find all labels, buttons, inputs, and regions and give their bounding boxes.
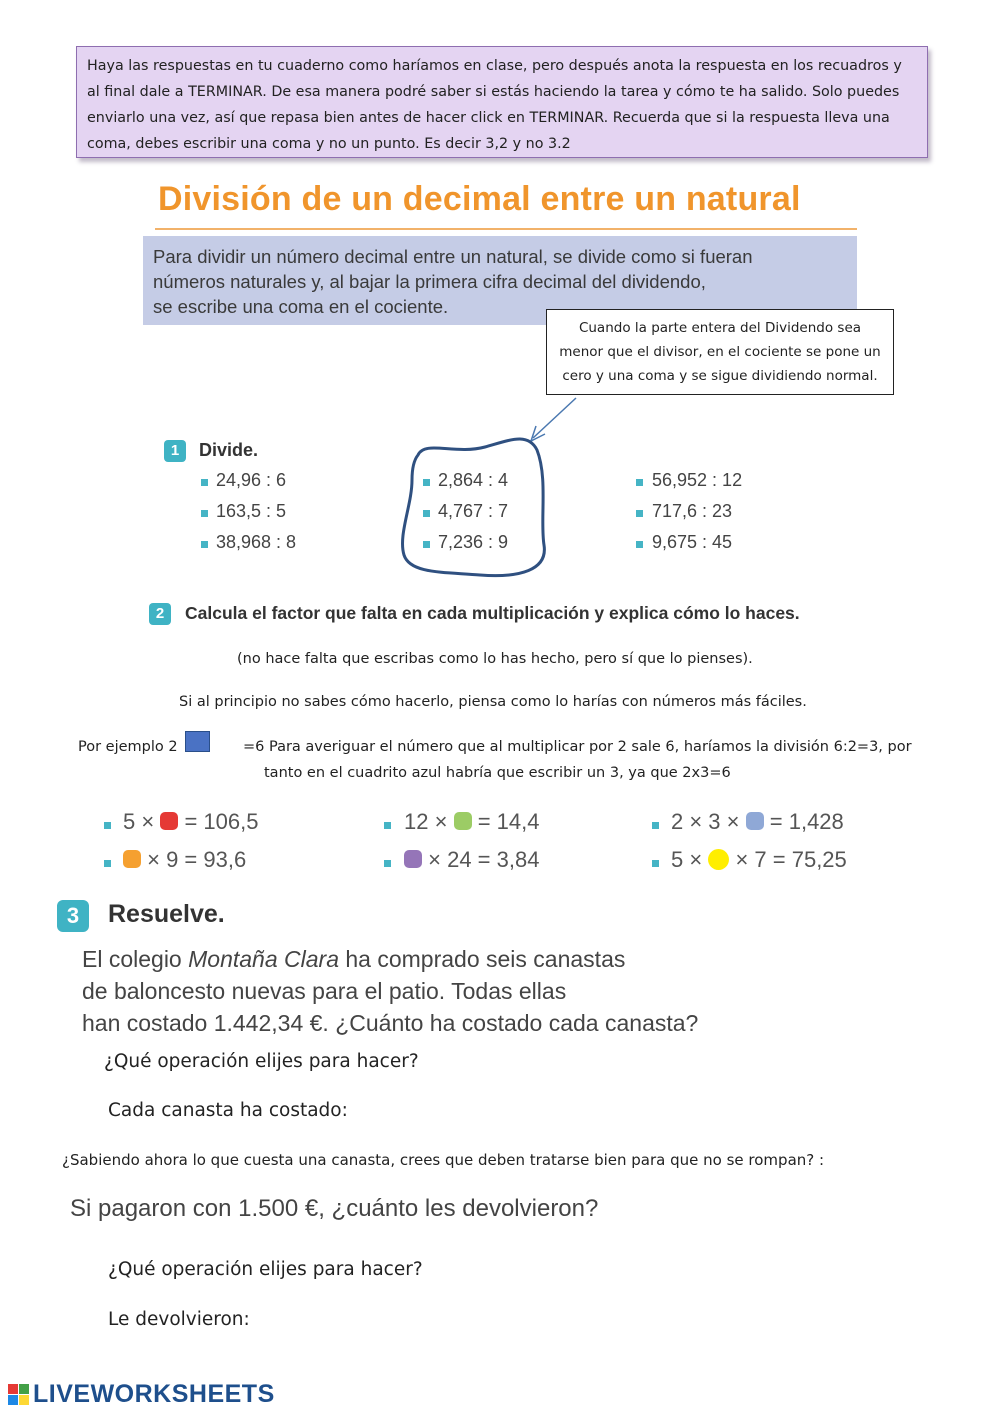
rule-line-3: se escribe una coma en el cociente. xyxy=(153,296,449,317)
purple-answer-box[interactable] xyxy=(404,850,422,868)
bullet xyxy=(201,510,208,517)
problem-2: Si pagaron con 1.500 €, ¿cuánto les devolvieron? xyxy=(70,1195,599,1222)
bullet xyxy=(104,822,111,829)
division-item: 9,675 : 45 xyxy=(652,532,733,552)
bullet xyxy=(423,479,430,486)
division-item: 717,6 : 23 xyxy=(652,501,733,521)
division-item: 38,968 : 8 xyxy=(216,532,297,552)
problem-line-2: de baloncesto nuevas para el patio. Todas ellas xyxy=(82,978,567,1004)
problem-line-1-part-c: ha comprado seis canastas xyxy=(338,946,626,972)
rule-line-1: Para dividir un número decimal entre un natural, se divide como si fueran xyxy=(153,246,753,267)
equation-6 xyxy=(671,847,847,873)
section-3-badge: 3 xyxy=(57,900,89,932)
bullet xyxy=(104,860,111,867)
example-line-2: tanto en el cuadrito azul habría que escribir un 3, ya que 2x3=6 xyxy=(264,765,731,781)
section-2-title: Calcula el factor que falta en cada multiplicación y explica cómo lo haces. xyxy=(185,603,800,623)
section-3-title: Resuelve. xyxy=(108,900,225,928)
bullet xyxy=(636,541,643,548)
bullet xyxy=(652,822,659,829)
school-name: Montaña Clara xyxy=(188,946,339,972)
bullet xyxy=(201,479,208,486)
division-item: 4,767 : 7 xyxy=(438,501,509,521)
equation-1 xyxy=(123,809,258,835)
equation-4 xyxy=(123,847,246,873)
red-answer-box[interactable] xyxy=(160,812,178,830)
problem-line-3: han costado 1.442,34 €. ¿Cuánto ha costado cada canasta? xyxy=(82,1010,699,1036)
division-item: 24,96 : 6 xyxy=(216,470,287,490)
problem-line-1 xyxy=(82,943,625,975)
bullet xyxy=(652,860,659,867)
blue-answer-box[interactable] xyxy=(746,812,764,830)
equation-2-left: 12 × xyxy=(404,809,448,834)
problem-line-1-part-a: El colegio xyxy=(82,946,189,972)
bullet xyxy=(384,860,391,867)
bullet xyxy=(636,479,643,486)
equation-1-right: = 106,5 xyxy=(184,809,259,834)
question-operation-1: ¿Qué operación elijes para hacer? xyxy=(104,1051,419,1072)
bullet xyxy=(636,510,643,517)
yellow-answer-box[interactable] xyxy=(708,849,729,870)
equation-6-right: × 7 = 75,25 xyxy=(735,847,847,872)
equation-2 xyxy=(404,809,539,835)
section-2-note-2: Si al principio no sabes cómo hacerlo, piensa como lo harías con números más fáciles. xyxy=(179,694,807,710)
section-1-badge: 1 xyxy=(164,440,186,462)
callout-arrow-line xyxy=(533,398,576,438)
bullet xyxy=(384,822,391,829)
liveworksheets-logo: LIVEWORKSHEETS xyxy=(33,1380,275,1408)
bullet xyxy=(201,541,208,548)
example-blue-square[interactable] xyxy=(185,731,210,752)
division-item: 2,864 : 4 xyxy=(438,470,509,490)
equation-2-right: = 14,4 xyxy=(477,809,540,834)
question-change: Le devolvieron: xyxy=(108,1309,250,1330)
example-line-1: =6 Para averiguar el número que al multiplicar por 2 sale 6, haríamos la división 6:2=3, por xyxy=(243,739,912,755)
question-care: ¿Sabiendo ahora lo que cuesta una canasta, crees que deben tratarse bien para que no se rompan? : xyxy=(62,1151,825,1169)
page-title: División de un decimal entre un natural xyxy=(158,180,801,218)
question-cost-each: Cada canasta ha costado: xyxy=(108,1100,348,1121)
orange-answer-box[interactable] xyxy=(123,850,141,868)
section-1-title: Divide. xyxy=(199,440,259,460)
equation-5 xyxy=(404,847,539,873)
instructions-text: Haya las respuestas en tu cuaderno como haríamos en clase, pero después anota la respuesta en los recuadros y al final dale a TERMINAR. De esa manera podré saber si estás haciendo la tarea y cómo te ha salido. Solo puedes enviarlo una vez, así que repasa bien antes de hacer click en TERMINAR. Recuerda que si la respuesta lleva una coma, debes escribir una coma y no un punto. Es decir 3,2 y no 3.2 xyxy=(87,58,902,152)
equation-3 xyxy=(671,809,844,835)
division-item: 163,5 : 5 xyxy=(216,501,287,521)
example-prefix: Por ejemplo 2 xyxy=(78,739,178,755)
section-2-note-1: (no hace falta que escribas como lo has hecho, pero sí que lo pienses). xyxy=(237,651,753,667)
question-operation-2: ¿Qué operación elijes para hacer? xyxy=(108,1259,423,1280)
division-item: 56,952 : 12 xyxy=(652,470,743,490)
green-answer-box[interactable] xyxy=(454,812,472,830)
liveworksheets-logo-icon xyxy=(8,1384,30,1406)
rule-line-2: números naturales y, al bajar la primera cifra decimal del dividendo, xyxy=(153,271,706,292)
equation-4-right: × 9 = 93,6 xyxy=(147,847,247,872)
callout-text: Cuando la parte entera del Dividendo sea menor que el divisor, en el cociente se pone un cero y una coma y se sigue dividiendo normal. xyxy=(559,320,881,384)
bullet xyxy=(423,510,430,517)
division-item: 7,236 : 9 xyxy=(438,532,509,552)
equation-3-left: 2 × 3 × xyxy=(671,809,740,834)
equation-1-left: 5 × xyxy=(123,809,155,834)
equation-3-right: = 1,428 xyxy=(769,809,844,834)
equation-6-left: 5 × xyxy=(671,847,703,872)
equation-5-right: × 24 = 3,84 xyxy=(428,847,540,872)
section-2-badge: 2 xyxy=(149,603,171,625)
bullet xyxy=(423,541,430,548)
